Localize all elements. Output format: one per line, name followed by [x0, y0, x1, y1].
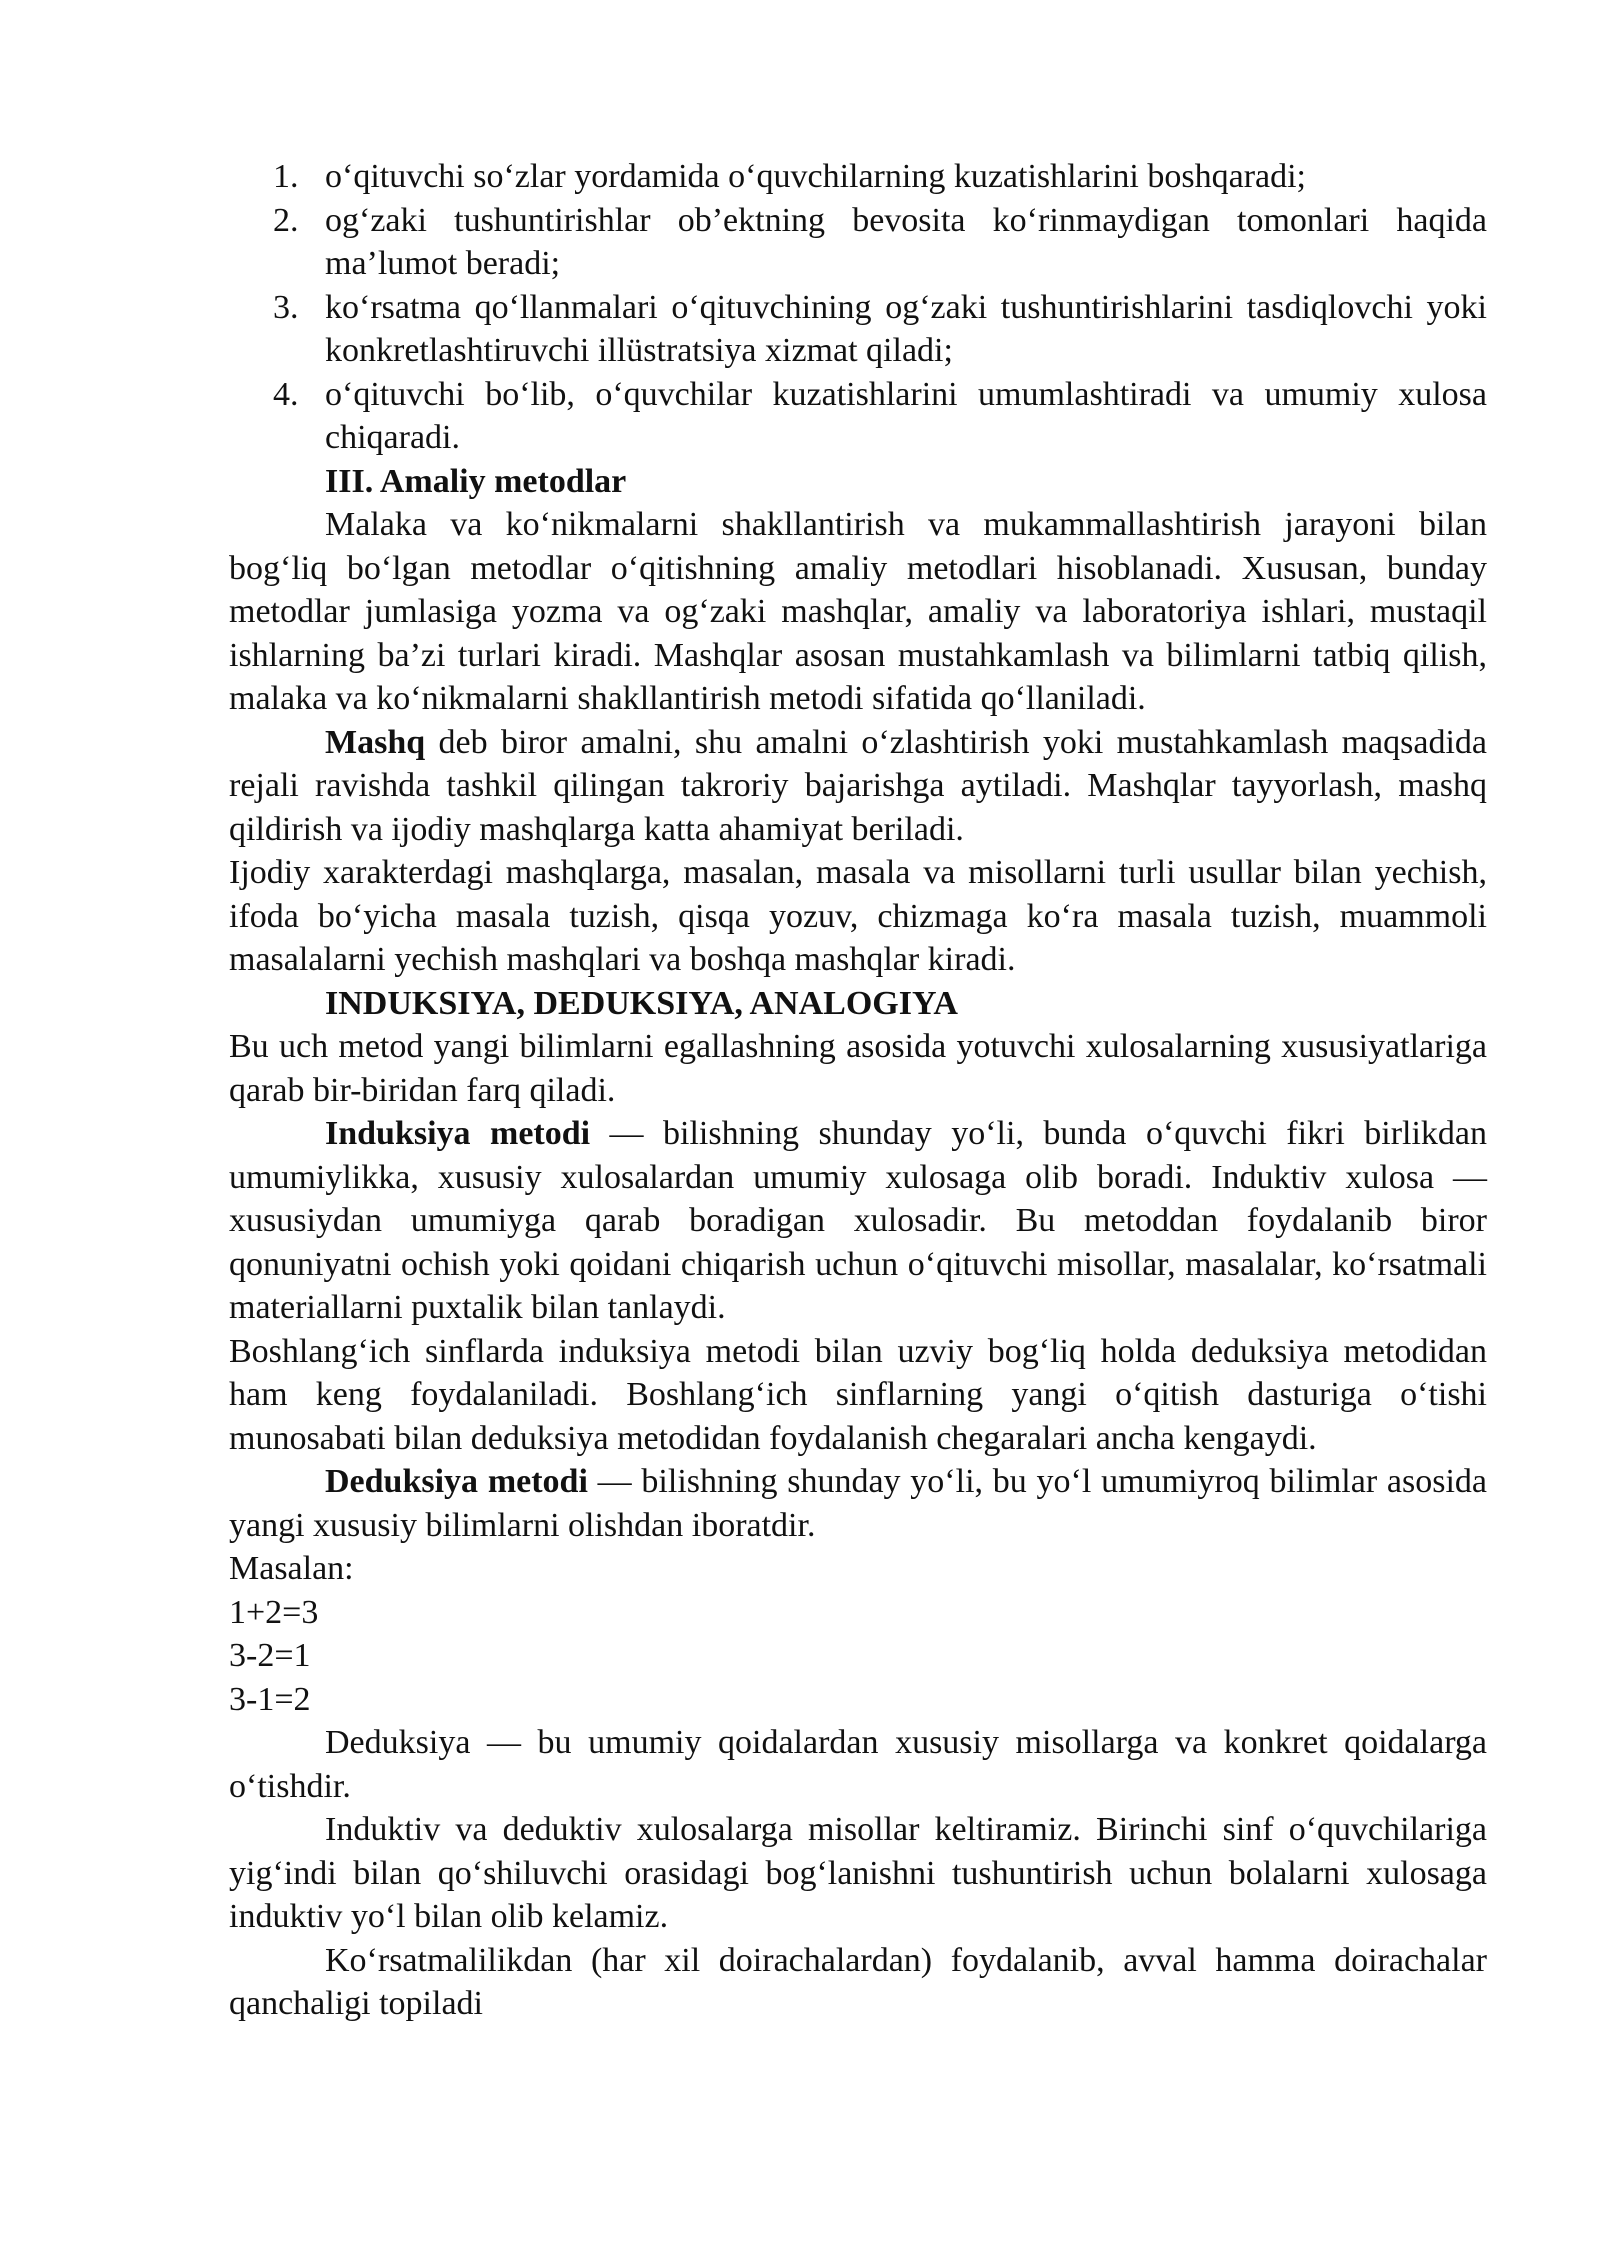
- example-line: 1+2=3: [229, 1593, 319, 1631]
- list-item: [273, 155, 1487, 199]
- paragraph-amaliy-intro: Malaka va ko‘nikmalarni shakllantirish va mukammallashtirish jarayoni bilan bog‘liq bo‘lgan metodlar o‘qitishning amaliy metodlari hisoblanadi. Xususan, bunday metodlar jumlasiga yozma va og‘zaki mashqlar, amaliy va laboratoriya ishlari, mustaqil ishlarning ba’zi turlari kiradi. Mashqlar asosan mustahkamlash va bilimlarni tatbiq qilish, malaka va ko‘nikmalarni shakllantirish metodi sifatida qo‘llaniladi.: [229, 506, 1487, 717]
- example-line: 3-2=1: [229, 1637, 311, 1674]
- paragraph-deduksiya: Deduksiya metodi — bilishning shunday yo‘li, bu yo‘l umumiyroq bilimlar asosida yangi xususiy bilimlarni olishdan iboratdir.: [229, 1463, 1488, 1544]
- list-item-text: o‘qituvchi so‘zlar yordamida o‘quvchilarning kuzatishlarini boshqaradi;: [325, 158, 1307, 195]
- paragraph-intro-methods: Bu uch metod yangi bilimlarni egallashning asosida yotuvchi xulosalarning xususiyatlariga qarab bir-biridan farq qiladi.: [229, 1028, 1487, 1109]
- paragraph-boshlangich: Boshlang‘ich sinflarda induksiya metodi bilan uzviy bog‘liq holda deduksiya metodidan ham keng foydalaniladi. Boshlang‘ich sinflarning yangi o‘qitish dasturiga o‘tishi munosabati bilan deduksiya metodidan foydalanish chegaralari ancha kengaydi.: [229, 1332, 1487, 1457]
- term-induksiya: Induksiya metodi: [325, 1115, 591, 1152]
- section-heading-amaliy: III. Amaliy metodlar: [325, 462, 627, 500]
- page-content: [229, 155, 1487, 2026]
- paragraph-induktiv-examples: Induktiv va deduktiv xulosalarga misollar keltiramiz. Birinchi sinf o‘quvchilariga yig‘indi bilan qo‘shiluvchi orasidagi bog‘lanishni tushuntirish uchun bolalarni xulosaga induktiv yo‘l bilan olib kelamiz.: [229, 1811, 1487, 1935]
- term-deduksiya: Deduksiya metodi: [325, 1463, 588, 1500]
- list-number: 1.: [273, 158, 299, 195]
- example-line: 3-1=2: [229, 1680, 311, 1718]
- list-number: 2.: [273, 201, 299, 239]
- list-item: [273, 199, 1487, 286]
- term-mashq: Mashq: [325, 723, 426, 761]
- list-item: [273, 286, 1487, 373]
- list-number: 3.: [273, 288, 299, 326]
- numbered-list: [229, 155, 1487, 460]
- list-item-text: og‘zaki tushuntirishlar ob’ektning bevosita ko‘rinmaydigan tomonlari haqida ma’lumot beradi;: [325, 201, 1487, 282]
- paragraph-deduksiya-definition: Deduksiya — bu umumiy qoidalardan xususiy misollarga va konkret qoidalarga o‘tishdir.: [229, 1724, 1487, 1805]
- paragraph-korsatmalilik: Ko‘rsatmalilikdan (har xil doirachalardan) foydalanib, avval hamma doirachalar qanchaligi topiladi: [229, 1941, 1487, 2022]
- paragraph-induksiya: Induksiya metodi — bilishning shunday yo‘li, bunda o‘quvchi fikri birlikdan umumiylikka, xususiy xulosalardan umumiy xulosaga olib boradi. Induktiv xulosa — xususiydan umumiyga qarab boradigan xulosadir. Bu metoddan foydalanib biror qonuniyatni ochish yoki qoidani chiqarish uchun o‘qituvchi misollar, masalalar, ko‘rsatmali materiallarni puxtalik bilan tanlaydi.: [229, 1115, 1487, 1326]
- list-item: [273, 373, 1487, 460]
- paragraph-mashq: Mashq deb biror amalni, shu amalni o‘zlashtirish yoki mustahkamlash maqsadida rejali ravishda tashkil qilingan takroriy bajarishga aytiladi. Mashqlar tayyorlash, mashq qildirish va ijodiy mashqlarga katta ahamiyat beriladi.: [229, 723, 1487, 848]
- section-heading-induksiya: INDUKSIYA, DEDUKSIYA, ANALOGIYA: [325, 984, 958, 1022]
- list-item-text: o‘qituvchi bo‘lib, o‘quvchilar kuzatishlarini umumlashtiradi va umumiy xulosa chiqaradi.: [325, 375, 1487, 456]
- list-number: 4.: [273, 375, 299, 413]
- paragraph-ijodiy: Ijodiy xarakterdagi mashqlarga, masalan, masala va misollarni turli usullar bilan yechish, ifoda bo‘yicha masala tuzish, qisqa yozuv, chizmaga ko‘ra masala tuzish, muammoli masalalarni yechish mashqlari va boshqa mashqlar kiradi.: [229, 854, 1487, 978]
- list-item-text: ko‘rsatma qo‘llanmalari o‘qituvchining og‘zaki tushuntirishlarini tasdiqlovchi yoki konkretlashtiruvchi illüstratsiya xizmat qiladi;: [325, 288, 1487, 369]
- label-masalan: Masalan:: [229, 1550, 354, 1587]
